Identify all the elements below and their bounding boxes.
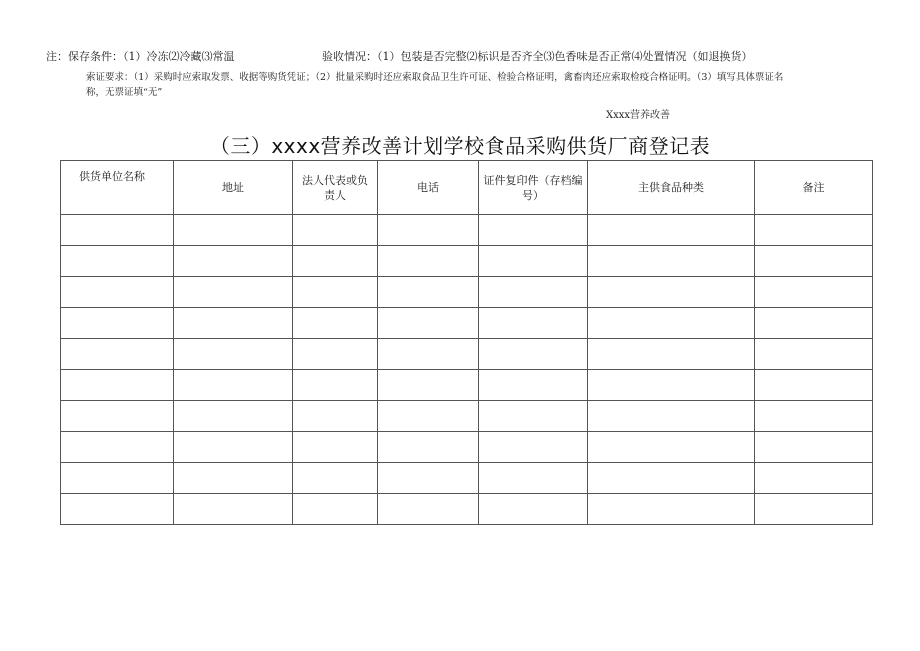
table-cell[interactable] bbox=[755, 463, 873, 494]
table-cell[interactable] bbox=[588, 308, 755, 339]
table-row bbox=[61, 308, 873, 339]
table-cell[interactable] bbox=[588, 494, 755, 525]
header-phone: 电话 bbox=[378, 161, 479, 215]
table-cell[interactable] bbox=[378, 432, 479, 463]
page-title: （三）xxxx营养改善计划学校食品采购供货厂商登记表 bbox=[209, 134, 711, 158]
requirements-line-2: 称，无票证填“无” bbox=[86, 87, 163, 98]
table-cell[interactable] bbox=[293, 246, 378, 277]
table-cell[interactable] bbox=[61, 246, 174, 277]
table-cell[interactable] bbox=[378, 339, 479, 370]
requirements-line-1: 索证要求：（1）采购时应索取发票、收据等购货凭证；（2）批量采购时还应索取食品卫生许可证、检验合格证明，禽畜肉还应索取检疫合格证明。（3）填写具体票证名 bbox=[86, 72, 784, 83]
table-cell[interactable] bbox=[174, 246, 293, 277]
table-cell[interactable] bbox=[293, 215, 378, 246]
table-cell[interactable] bbox=[174, 432, 293, 463]
table-cell[interactable] bbox=[174, 308, 293, 339]
table-cell[interactable] bbox=[293, 401, 378, 432]
table-cell[interactable] bbox=[61, 432, 174, 463]
table-cell[interactable] bbox=[378, 277, 479, 308]
table-cell[interactable] bbox=[174, 401, 293, 432]
table-cell[interactable] bbox=[755, 370, 873, 401]
table-cell[interactable] bbox=[479, 432, 588, 463]
table-row bbox=[61, 494, 873, 525]
table-cell[interactable] bbox=[755, 308, 873, 339]
table-cell[interactable] bbox=[174, 370, 293, 401]
table-cell[interactable] bbox=[378, 215, 479, 246]
table-cell[interactable] bbox=[378, 494, 479, 525]
table-cell[interactable] bbox=[479, 463, 588, 494]
table-cell[interactable] bbox=[61, 308, 174, 339]
header-supplier-name: 供货单位名称 bbox=[61, 161, 174, 215]
table-cell[interactable] bbox=[588, 463, 755, 494]
table-cell[interactable] bbox=[293, 432, 378, 463]
table-cell[interactable] bbox=[588, 339, 755, 370]
table-cell[interactable] bbox=[174, 463, 293, 494]
supplier-register-table bbox=[60, 160, 873, 525]
table-cell[interactable] bbox=[755, 339, 873, 370]
requirements-note bbox=[86, 70, 886, 100]
table-cell[interactable] bbox=[61, 463, 174, 494]
table-cell[interactable] bbox=[61, 277, 174, 308]
table-cell[interactable] bbox=[61, 494, 174, 525]
table-cell[interactable] bbox=[755, 277, 873, 308]
table-cell[interactable] bbox=[293, 494, 378, 525]
notes-line bbox=[46, 50, 753, 64]
acceptance-note: 验收情况：（1）包装是否完整⑵标识是否齐全⑶色香味是否正常⑷处置情况（如退换货） bbox=[322, 50, 753, 63]
table-cell[interactable] bbox=[479, 308, 588, 339]
table-row bbox=[61, 277, 873, 308]
table-cell[interactable] bbox=[588, 432, 755, 463]
table-cell[interactable] bbox=[378, 401, 479, 432]
table-cell[interactable] bbox=[61, 339, 174, 370]
table-row bbox=[61, 339, 873, 370]
table-cell[interactable] bbox=[378, 246, 479, 277]
header-main-food-types: 主供食品种类 bbox=[588, 161, 755, 215]
table-cell[interactable] bbox=[755, 215, 873, 246]
table-row bbox=[61, 432, 873, 463]
table-cell[interactable] bbox=[755, 401, 873, 432]
table-cell[interactable] bbox=[479, 246, 588, 277]
header-legal-representative: 法人代表或负责人 bbox=[293, 161, 378, 215]
table-cell[interactable] bbox=[293, 370, 378, 401]
table-cell[interactable] bbox=[588, 370, 755, 401]
table-cell[interactable] bbox=[174, 339, 293, 370]
table-cell[interactable] bbox=[479, 215, 588, 246]
header-license-copy: 证件复印件（存档编号） bbox=[479, 161, 588, 215]
table-row bbox=[61, 215, 873, 246]
table-cell[interactable] bbox=[588, 277, 755, 308]
table-row bbox=[61, 401, 873, 432]
table-cell[interactable] bbox=[293, 463, 378, 494]
table-cell[interactable] bbox=[479, 370, 588, 401]
table-cell[interactable] bbox=[293, 277, 378, 308]
table-cell[interactable] bbox=[588, 215, 755, 246]
table-body bbox=[61, 215, 873, 525]
table-cell[interactable] bbox=[479, 494, 588, 525]
table-cell[interactable] bbox=[755, 432, 873, 463]
table-row bbox=[61, 370, 873, 401]
table-cell[interactable] bbox=[293, 339, 378, 370]
table-cell[interactable] bbox=[755, 246, 873, 277]
table-cell[interactable] bbox=[378, 370, 479, 401]
table-cell[interactable] bbox=[479, 401, 588, 432]
header-remarks: 备注 bbox=[755, 161, 873, 215]
table-row bbox=[61, 246, 873, 277]
signature: Xxxx营养改善 bbox=[606, 110, 671, 121]
table-cell[interactable] bbox=[479, 339, 588, 370]
table-cell[interactable] bbox=[174, 277, 293, 308]
table-cell[interactable] bbox=[588, 401, 755, 432]
table-cell[interactable] bbox=[293, 308, 378, 339]
storage-conditions-note: 保存条件：（1）冷冻⑵冷藏⑶常温 bbox=[68, 50, 235, 63]
table-cell[interactable] bbox=[378, 463, 479, 494]
notes-prefix: 注： bbox=[46, 50, 68, 63]
table-cell[interactable] bbox=[174, 215, 293, 246]
table-cell[interactable] bbox=[61, 370, 174, 401]
table-cell[interactable] bbox=[588, 246, 755, 277]
header-address: 地址 bbox=[174, 161, 293, 215]
table-cell[interactable] bbox=[174, 494, 293, 525]
table-cell[interactable] bbox=[378, 308, 479, 339]
table-header-row bbox=[61, 161, 873, 215]
table-row bbox=[61, 463, 873, 494]
table-cell[interactable] bbox=[755, 494, 873, 525]
table-cell[interactable] bbox=[61, 401, 174, 432]
table-cell[interactable] bbox=[61, 215, 174, 246]
table-cell[interactable] bbox=[479, 277, 588, 308]
